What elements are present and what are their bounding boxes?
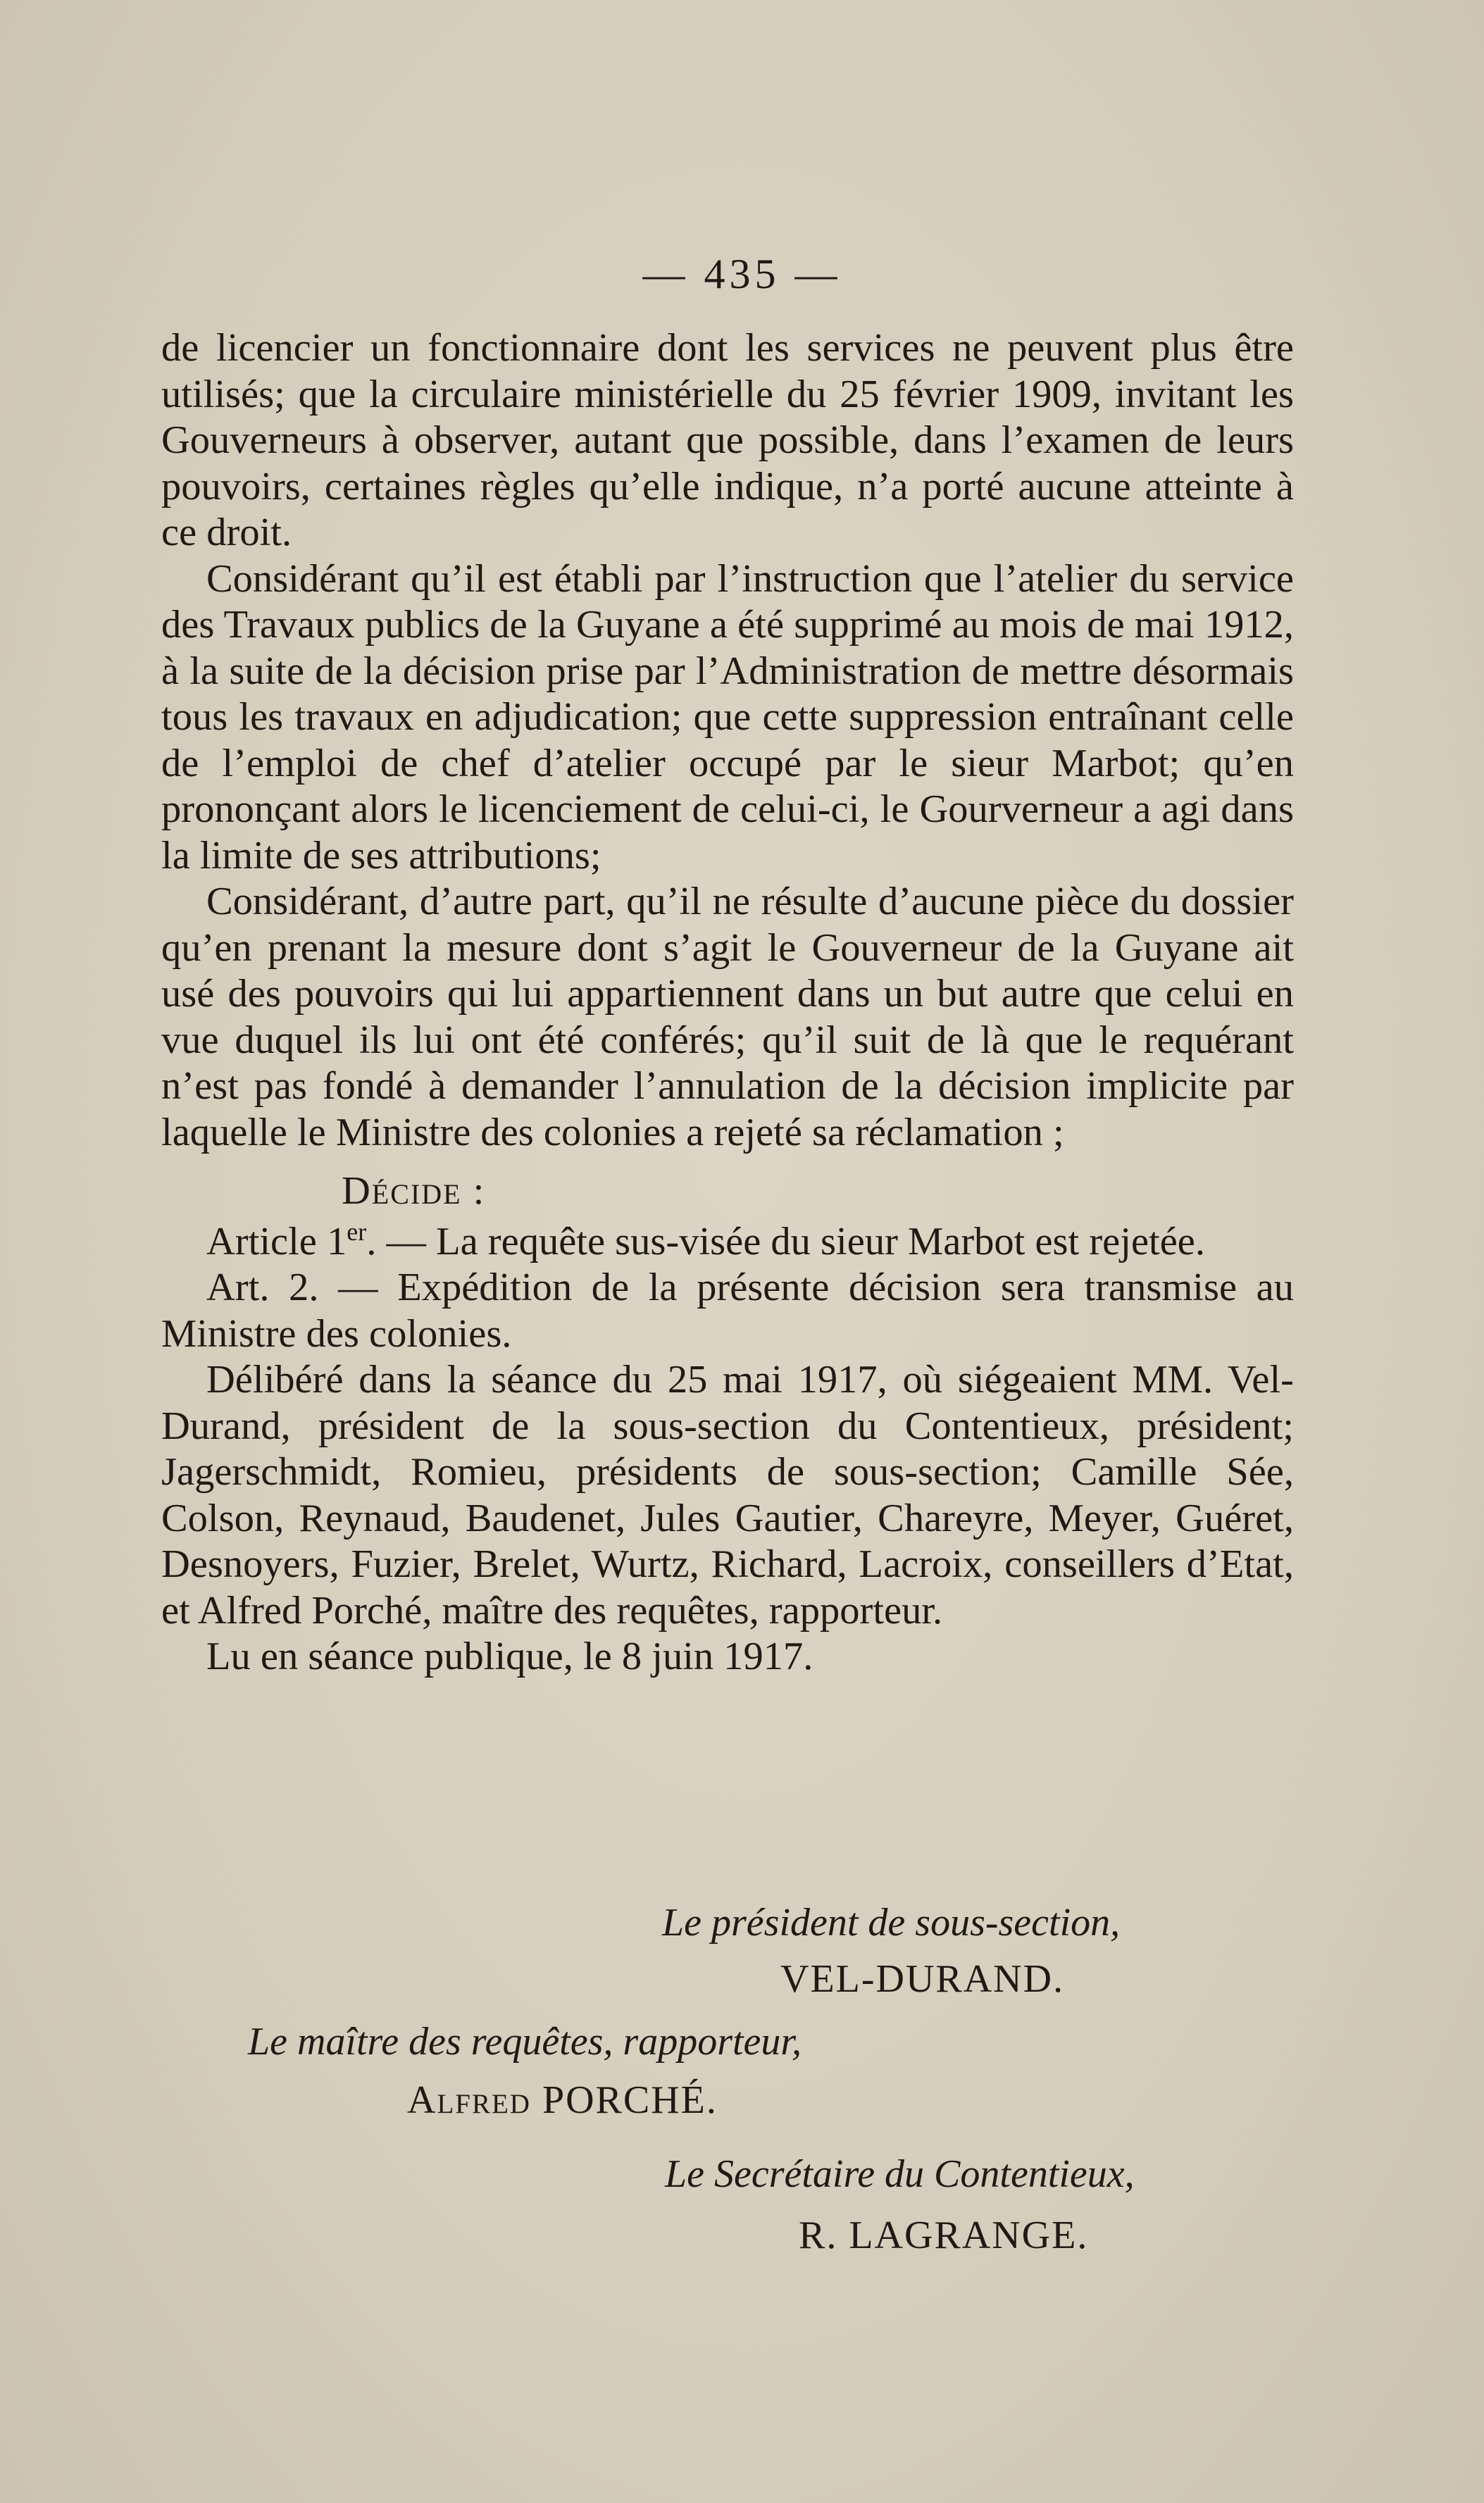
maitre-title: Le maître des requêtes, rapporteur, (248, 2020, 802, 2064)
decide-heading: Décide : (342, 1169, 486, 1213)
paragraph-lu: Lu en séance publique, le 8 juin 1917. (206, 1635, 813, 1678)
decision-body (161, 325, 1294, 1680)
page-number: — 435 — (642, 251, 842, 297)
article-1 (161, 1219, 1294, 1266)
paragraph-considerant-1: Considérant qu’il est établi par l’instruction que l’atelier du service des Travaux publics de la Guyane a été supprimé au mois de mai 1912, à la suite de la décision prise par l’Administration de mettre désormais tous les travaux en adjudication; que cette suppression entraînant celle de l’emploi de chef d’atelier occupé par le sieur Marbot; qu’en prononçant alors le licenciement de celui-ci, le Gourverneur a agi dans la limite de ses attributions; (161, 556, 1294, 878)
secretaire-name: R. LAGRANGE. (799, 2214, 1089, 2257)
article-1-text: . — La requête sus-visée du sieur Marbot est rejetée. (366, 1219, 1205, 1263)
article-1-prefix: Article 1 (206, 1219, 347, 1263)
article-1-sup: er (347, 1217, 367, 1246)
president-name: VEL-DURAND. (780, 1957, 1065, 2001)
paragraph-continuation: de licencier un fonctionnaire dont les services ne peuvent plus être utilisés; que la circulaire ministérielle du 25 février 1909, invitant les Gouverneurs à observer, autant que possible, dans l’examen de leurs pouvoirs, certaines règles qu’elle indique, n’a porté aucune atteinte à ce droit. (161, 326, 1294, 554)
president-title: Le président de sous-section, (662, 1901, 1121, 1945)
secretaire-title: Le Secrétaire du Contentieux, (665, 2152, 1135, 2196)
paragraph-delibere: Délibéré dans la séance du 25 mai 1917, où siégeaient MM. Vel-Durand, président de la sous-section du Contentieux, président; Jagerschmidt, Romieu, présidents de sous-section; Camille Sée, Colson, Reynaud, Baudenet, Jules Gautier, Chareyre, Meyer, Guéret, Desnoyers, Fuzier, Brelet, Wurtz, Richard, Lacroix, conseillers d’Etat, et Alfred Porché, maître des requêtes, rapporteur. (161, 1358, 1294, 1633)
paragraph-considerant-2: Considérant, d’autre part, qu’il ne résulte d’aucune pièce du dossier qu’en prenant la mesure dont s’agit le Gouverneur de la Guyane ait usé des pouvoirs qui lui appartiennent dans un but autre que celui en vue duquel ils lui ont été conférés; qu’il suit de là que le requérant n’est pas fondé à demander l’annulation de la décision implicite par laquelle le Ministre des colonies a rejeté sa réclamation ; (161, 880, 1294, 1154)
maitre-name: Alfred PORCHÉ. (407, 2078, 718, 2122)
article-2: Art. 2. — Expédition de la présente décision sera transmise au Ministre des colonies. (161, 1266, 1294, 1356)
